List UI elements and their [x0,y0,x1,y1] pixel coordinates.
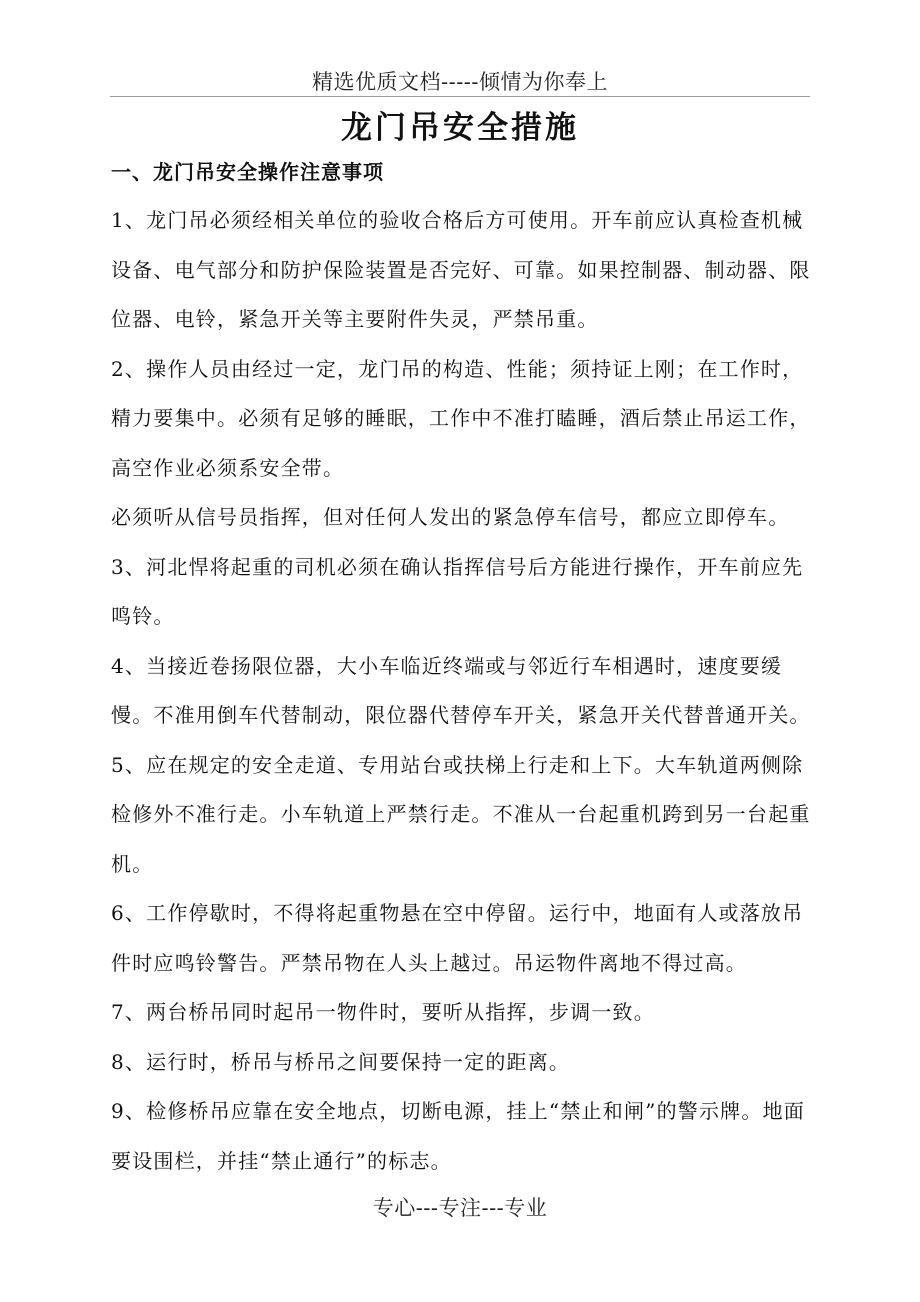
paragraph-9: 8、运行时，桥吊与桥吊之间要保持一定的距离。 [111,1049,571,1074]
paragraph-3: 必须听从信号员指挥，但对任何人发出的紧急停车信号，都应立即停车。 [111,505,790,529]
section-heading: 一、龙门吊安全操作注意事项 [111,160,384,184]
paragraph-1: 1、龙门吊必须经相关单位的验收合格后方可使用。开车前应认真检查机械设备、电气部分和防护保险装置是否完好、可靠。如果控制器、制动器、限位器、电铃，紧急开关等主要附件失灵，严禁吊重。 [111,208,811,331]
paragraph-2: 2、操作人员由经过一定，龙门吊的构造、性能；须持证上刚；在工作时，精力要集中。必须有足够的睡眠，工作中不准打瞌睡，酒后禁止吊运工作，高空作业必须系安全带。 [111,356,811,480]
paragraph-7: 6、工作停歇时，不得将起重物悬在空中停留。运行中，地面有人或落放吊件时应鸣铃警告。严禁吊物在人头上越过。吊运物件离地不得过高。 [111,901,804,975]
header-divider [110,96,810,97]
page-footer: 专心---专注---专业 [372,1196,548,1220]
paragraph-10: 9、检修桥吊应靠在安全地点，切断电源，挂上“禁止和闸”的警示牌。地面要设围栏，并挂“禁止通行”的标志。 [111,1099,805,1173]
document-title: 龙门吊安全措施 [341,110,579,146]
document-body [111,196,813,1186]
paragraph-5: 4、当接近卷扬限位器，大小车临近终端或与邻近行车相遇时，速度要缓慢。不准用倒车代替制动，限位器代替停车开关，紧急开关代替普通开关。 [111,653,811,727]
paragraph-8: 7、两台桥吊同时起吊一物件时，要听从指挥，步调一致。 [111,1000,655,1024]
page-header: 精选优质文档-----倾情为你奉上 [312,70,608,94]
paragraph-4: 3、河北悍将起重的司机必须在确认指挥信号后方能进行操作，开车前应先鸣铃。 [111,554,804,628]
paragraph-6: 5、应在规定的安全走道、专用站台或扶梯上行走和上下。大车轨道两侧除检修外不准行走。小车轨道上严禁行走。不准从一台起重机跨到另一台起重机。 [111,752,811,876]
